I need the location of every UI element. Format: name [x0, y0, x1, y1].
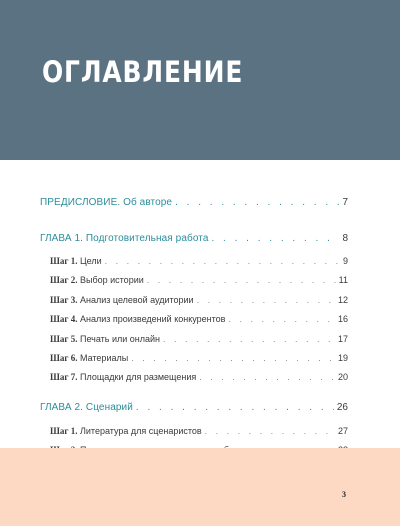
- toc-page-number: 17: [337, 334, 348, 344]
- step-title: Анализ целевой аудитории: [80, 295, 194, 305]
- step-number: Шаг 2.: [50, 275, 78, 285]
- toc-page-number: 19: [337, 353, 348, 363]
- step-number: Шаг 1.: [50, 256, 78, 266]
- toc-entry-step[interactable]: [50, 256, 348, 266]
- toc-entry-chapter-1[interactable]: [40, 233, 348, 244]
- step-number: Шаг 1.: [50, 426, 78, 436]
- step-title: Площадки для размещения: [80, 372, 197, 382]
- toc-entry-label: ГЛАВА 2. Сценарий: [40, 402, 133, 413]
- dot-leader: [199, 372, 335, 382]
- toc-page-number: 8: [342, 233, 348, 244]
- toc-page-number: 9: [342, 256, 348, 266]
- dot-leader: [163, 334, 335, 344]
- toc-entry-step[interactable]: [50, 275, 348, 285]
- toc-page-number: 7: [342, 197, 348, 208]
- step-title: Цели: [80, 256, 102, 266]
- footer-band: [0, 448, 400, 526]
- toc-entry-step[interactable]: [50, 426, 348, 436]
- dot-leader: [228, 314, 335, 324]
- page-title: ОГЛАВЛЕНИЕ: [42, 55, 244, 89]
- step-title: Литература для сценаристов: [80, 426, 202, 436]
- step-title: Печать или онлайн: [80, 334, 161, 344]
- step-title: Выбор истории: [80, 275, 144, 285]
- toc-page-number: 27: [337, 426, 348, 436]
- toc-entry-label: ГЛАВА 1. Подготовительная работа: [40, 233, 209, 244]
- toc-entry-chapter-2[interactable]: [40, 402, 348, 413]
- step-number: Шаг 3.: [50, 295, 78, 305]
- page-number: 3: [342, 490, 346, 499]
- toc-page-number: 16: [337, 314, 348, 324]
- toc-entry-step[interactable]: [50, 295, 348, 305]
- dot-leader: [131, 353, 335, 363]
- step-number: Шаг 6.: [50, 353, 78, 363]
- header-banner: [0, 0, 400, 160]
- toc-entry-preface[interactable]: [40, 197, 348, 208]
- step-title: Материалы: [80, 353, 129, 363]
- dot-leader: [212, 233, 340, 244]
- dot-leader: [147, 275, 336, 285]
- step-number: Шаг 4.: [50, 314, 78, 324]
- dot-leader: [175, 197, 339, 208]
- dot-leader: [197, 295, 335, 305]
- step-number: Шаг 7.: [50, 372, 78, 382]
- dot-leader: [105, 256, 340, 266]
- toc-entry-label: ПРЕДИСЛОВИЕ. Об авторе: [40, 197, 173, 208]
- toc-entry-step[interactable]: [50, 353, 348, 363]
- step-title: Анализ произведений конкурентов: [80, 314, 226, 324]
- dot-leader: [205, 426, 335, 436]
- toc-page-number: 26: [336, 402, 348, 413]
- toc-page-number: 12: [337, 295, 348, 305]
- toc-entry-step[interactable]: [50, 334, 348, 344]
- step-number: Шаг 5.: [50, 334, 78, 344]
- toc-entry-step[interactable]: [50, 314, 348, 324]
- toc-page-number: 20: [337, 372, 348, 382]
- toc-entry-step[interactable]: [50, 372, 348, 382]
- toc-page-number: 11: [338, 275, 348, 285]
- dot-leader: [136, 402, 334, 413]
